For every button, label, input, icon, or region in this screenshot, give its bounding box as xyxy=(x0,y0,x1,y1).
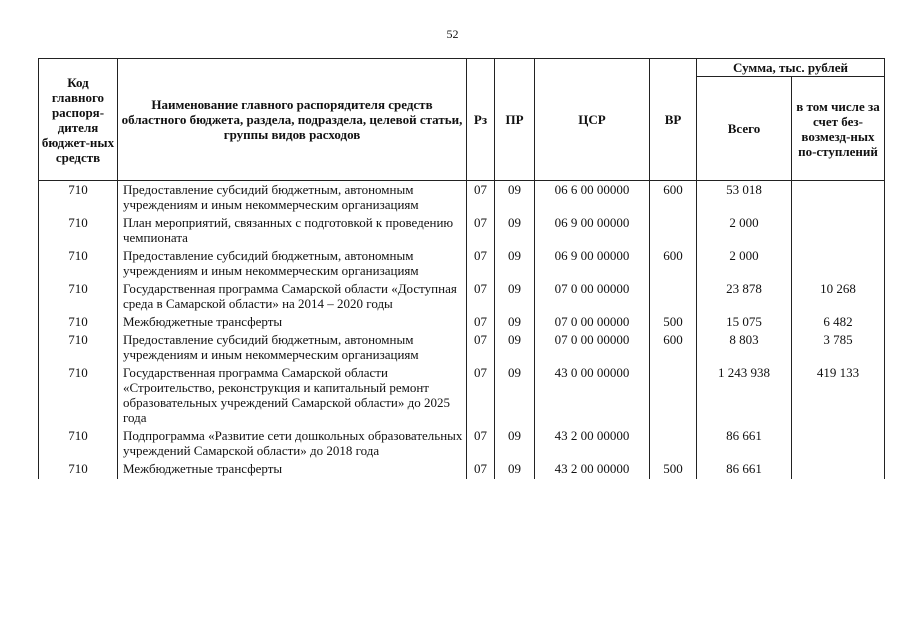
table-row xyxy=(39,314,885,332)
table-row xyxy=(39,332,885,365)
table-row xyxy=(39,215,885,248)
cell-vr xyxy=(650,365,697,428)
header-pr: ПР xyxy=(495,59,535,181)
cell-total: 1 243 938 xyxy=(697,365,792,428)
cell-name: Предоставление субсидий бюджетным, автономным учреждениям и иным некоммерческим организациям xyxy=(118,332,467,365)
cell-csr: 43 2 00 00000 xyxy=(535,461,650,479)
header-total: Всего xyxy=(697,77,792,181)
cell-vr: 600 xyxy=(650,332,697,365)
cell-vr xyxy=(650,215,697,248)
table-row xyxy=(39,248,885,281)
cell-rz: 07 xyxy=(467,215,495,248)
cell-grant: 10 268 xyxy=(792,281,885,314)
cell-csr: 06 9 00 00000 xyxy=(535,248,650,281)
cell-total: 86 661 xyxy=(697,461,792,479)
cell-code: 710 xyxy=(39,215,118,248)
cell-pr: 09 xyxy=(495,461,535,479)
header-code: Код главного распоря-дителя бюджет-ных средств xyxy=(39,59,118,181)
cell-pr: 09 xyxy=(495,428,535,461)
cell-grant xyxy=(792,428,885,461)
cell-name: Межбюджетные трансферты xyxy=(118,461,467,479)
cell-code: 710 xyxy=(39,181,118,216)
cell-vr xyxy=(650,281,697,314)
cell-pr: 09 xyxy=(495,281,535,314)
cell-vr xyxy=(650,428,697,461)
cell-total: 15 075 xyxy=(697,314,792,332)
cell-total: 53 018 xyxy=(697,181,792,216)
cell-name: План мероприятий, связанных с подготовкой к проведению чемпионата xyxy=(118,215,467,248)
cell-csr: 07 0 00 00000 xyxy=(535,332,650,365)
cell-grant: 419 133 xyxy=(792,365,885,428)
cell-code: 710 xyxy=(39,281,118,314)
cell-csr: 06 6 00 00000 xyxy=(535,181,650,216)
cell-vr: 500 xyxy=(650,314,697,332)
cell-rz: 07 xyxy=(467,332,495,365)
cell-rz: 07 xyxy=(467,461,495,479)
budget-table xyxy=(38,58,885,479)
header-vr: ВР xyxy=(650,59,697,181)
cell-rz: 07 xyxy=(467,248,495,281)
cell-code: 710 xyxy=(39,365,118,428)
header-csr: ЦСР xyxy=(535,59,650,181)
cell-pr: 09 xyxy=(495,314,535,332)
cell-code: 710 xyxy=(39,428,118,461)
cell-grant: 3 785 xyxy=(792,332,885,365)
cell-name: Государственная программа Самарской области «Доступная среда в Самарской области» на 2014 – 2020 годы xyxy=(118,281,467,314)
header-sum: Сумма, тыс. рублей xyxy=(697,59,885,77)
cell-rz: 07 xyxy=(467,281,495,314)
cell-name: Государственная программа Самарской области «Строительство, реконструкция и капитальный ремонт образовательных учреждений Самарской области» до 2025 года xyxy=(118,365,467,428)
cell-grant: 6 482 xyxy=(792,314,885,332)
cell-name: Предоставление субсидий бюджетным, автономным учреждениям и иным некоммерческим организациям xyxy=(118,248,467,281)
cell-vr: 500 xyxy=(650,461,697,479)
cell-code: 710 xyxy=(39,461,118,479)
cell-vr: 600 xyxy=(650,248,697,281)
cell-csr: 07 0 00 00000 xyxy=(535,281,650,314)
header-grant: в том числе за счет без-возмезд-ных по-ступлений xyxy=(792,77,885,181)
table-body xyxy=(39,181,885,480)
cell-grant xyxy=(792,215,885,248)
header-name: Наименование главного распорядителя средств областного бюджета, раздела, подраздела, целевой статьи, группы видов расходов xyxy=(118,59,467,181)
table-row xyxy=(39,365,885,428)
cell-pr: 09 xyxy=(495,248,535,281)
header-rz: Рз xyxy=(467,59,495,181)
page-number: 52 xyxy=(446,27,459,41)
cell-code: 710 xyxy=(39,248,118,281)
cell-rz: 07 xyxy=(467,181,495,216)
cell-vr: 600 xyxy=(650,181,697,216)
cell-pr: 09 xyxy=(495,332,535,365)
cell-csr: 07 0 00 00000 xyxy=(535,314,650,332)
cell-name: Предоставление субсидий бюджетным, автономным учреждениям и иным некоммерческим организациям xyxy=(118,181,467,216)
cell-code: 710 xyxy=(39,332,118,365)
table-row xyxy=(39,428,885,461)
cell-pr: 09 xyxy=(495,215,535,248)
table-row xyxy=(39,461,885,479)
cell-grant xyxy=(792,461,885,479)
cell-name: Межбюджетные трансферты xyxy=(118,314,467,332)
cell-pr: 09 xyxy=(495,181,535,216)
cell-rz: 07 xyxy=(467,428,495,461)
cell-total: 23 878 xyxy=(697,281,792,314)
table-row xyxy=(39,181,885,216)
cell-code: 710 xyxy=(39,314,118,332)
cell-rz: 07 xyxy=(467,365,495,428)
table-row xyxy=(39,281,885,314)
cell-rz: 07 xyxy=(467,314,495,332)
cell-grant xyxy=(792,248,885,281)
cell-grant xyxy=(792,181,885,216)
cell-total: 2 000 xyxy=(697,248,792,281)
cell-total: 2 000 xyxy=(697,215,792,248)
cell-total: 8 803 xyxy=(697,332,792,365)
cell-csr: 43 0 00 00000 xyxy=(535,365,650,428)
cell-pr: 09 xyxy=(495,365,535,428)
cell-csr: 06 9 00 00000 xyxy=(535,215,650,248)
cell-csr: 43 2 00 00000 xyxy=(535,428,650,461)
cell-total: 86 661 xyxy=(697,428,792,461)
cell-name: Подпрограмма «Развитие сети дошкольных образовательных учреждений Самарской области» до 2018 года xyxy=(118,428,467,461)
